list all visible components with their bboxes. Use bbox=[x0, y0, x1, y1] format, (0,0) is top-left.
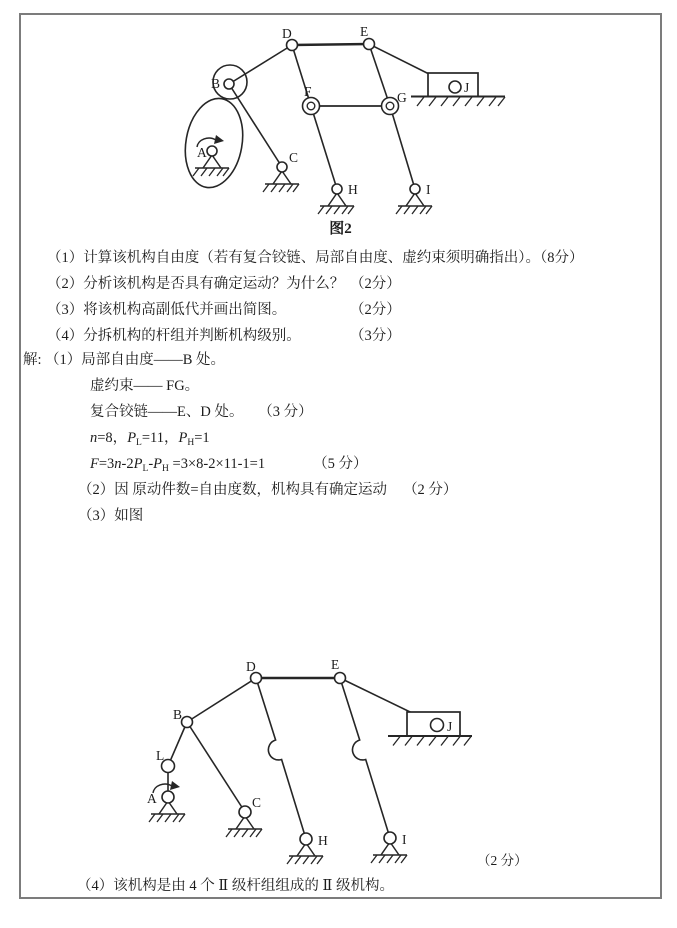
pin-joint2-E bbox=[335, 673, 346, 684]
solution-compound-hinge bbox=[19, 399, 662, 425]
cam-ellipse bbox=[179, 94, 250, 192]
figure-caption: 图2 bbox=[329, 221, 352, 237]
pin-joint2-H bbox=[300, 833, 312, 845]
question-1-score: （8分） bbox=[540, 250, 584, 266]
pin-joint2-I bbox=[384, 832, 396, 844]
questions-block bbox=[19, 245, 662, 349]
pin-joint2-B bbox=[182, 717, 193, 728]
f2-b: -2 bbox=[121, 456, 134, 472]
link-D-E-bar bbox=[292, 44, 369, 45]
question-1 bbox=[19, 245, 662, 271]
pin-joint-A bbox=[207, 146, 217, 156]
link2-B-C bbox=[187, 722, 245, 812]
joint2-label-I: I bbox=[402, 832, 407, 847]
f1-b: =11， bbox=[141, 430, 179, 446]
pin-joint-J bbox=[449, 81, 461, 93]
ground-hatch-J2 bbox=[393, 737, 471, 746]
link2-D-H-with-bump bbox=[256, 678, 306, 839]
pin-joint-C bbox=[277, 162, 287, 172]
sub-H2: H bbox=[162, 464, 169, 474]
solution-formula-counts bbox=[19, 425, 662, 451]
question-4 bbox=[19, 323, 662, 349]
pin-joint-E bbox=[364, 39, 375, 50]
joint2-label-L: L bbox=[156, 748, 165, 763]
solution-part1-head bbox=[19, 347, 662, 373]
joint-label-F: F bbox=[304, 84, 312, 99]
compound-text: 复合铰链——E、D 处。 bbox=[90, 404, 244, 420]
link2-E-I-with-bump bbox=[340, 678, 390, 838]
pin-joint-H bbox=[332, 184, 342, 194]
link-B-C bbox=[229, 84, 282, 167]
pin-joint2-D bbox=[251, 673, 262, 684]
question-3 bbox=[19, 297, 662, 323]
fixed-pivot-C bbox=[263, 171, 299, 192]
f2-d: =3×8-2×11-1=1 bbox=[168, 456, 266, 472]
joint-label-D: D bbox=[282, 26, 292, 41]
joint2-label-D: D bbox=[246, 659, 256, 674]
solution-block bbox=[19, 347, 662, 529]
pin-joint2-C bbox=[239, 806, 251, 818]
joint2-label-J: J bbox=[447, 719, 453, 734]
joint-label-J: J bbox=[464, 80, 470, 95]
solution-virtual-text: 虚约束—— FG。 bbox=[90, 378, 200, 394]
question-4-text: （4）分拆机构的杆组并判断机构级别。 bbox=[47, 328, 301, 344]
joint-label-I: I bbox=[426, 182, 431, 197]
compound-score: （3 分） bbox=[265, 404, 313, 420]
question-1-text: （1）计算该机构自由度（若有复合铰链、局部自由度、虚约束须明确指出）。 bbox=[47, 250, 540, 266]
var-n2: n bbox=[114, 456, 122, 472]
joint2-label-E: E bbox=[331, 657, 340, 672]
joint2-label-B: B bbox=[173, 707, 183, 722]
pin-joint-B bbox=[224, 79, 234, 89]
sub-L2: L bbox=[142, 464, 149, 474]
solution-part3 bbox=[19, 503, 662, 529]
joint-label-G: G bbox=[397, 90, 407, 105]
question-4-score: （3分） bbox=[350, 328, 401, 344]
question-2-score: （2分） bbox=[350, 276, 401, 292]
question-3-score: （2分） bbox=[350, 302, 401, 318]
var-PL: P bbox=[127, 430, 137, 446]
joint-label-C: C bbox=[289, 150, 299, 165]
solution-part2 bbox=[19, 477, 662, 503]
link-F-H bbox=[311, 106, 337, 189]
joint2-label-H: H bbox=[318, 833, 328, 848]
solution-formula-F bbox=[19, 451, 662, 477]
pin-joint-I bbox=[410, 184, 420, 194]
var-n: n bbox=[90, 430, 98, 446]
f1-c: =1 bbox=[194, 430, 210, 446]
fixed-pivot-C2 bbox=[226, 816, 262, 837]
joint-label-A: A bbox=[197, 145, 207, 160]
f2-score: （5 分） bbox=[313, 456, 368, 472]
var-F: F bbox=[90, 456, 99, 472]
var-PH2: P bbox=[153, 456, 163, 472]
solution-label: 解: bbox=[23, 352, 42, 368]
diagram-figure-2 bbox=[0, 14, 677, 216]
sub-H: H bbox=[187, 438, 195, 448]
link2-B-D bbox=[187, 678, 256, 722]
pin-joint2-J bbox=[431, 719, 444, 732]
pin-joint-D bbox=[287, 40, 298, 51]
solution-part2-text bbox=[78, 477, 457, 503]
solution-part1-head-text: （1）局部自由度——B 处。 bbox=[45, 352, 226, 368]
var-PL2: P bbox=[133, 456, 143, 472]
sub-L: L bbox=[136, 438, 142, 448]
part2-text: （2）因 原动件数=自由度数，机构具有确定运动 bbox=[78, 482, 388, 498]
f1-a: =8， bbox=[97, 430, 128, 446]
joint2-label-A: A bbox=[147, 791, 157, 806]
part3-text: （3）如图 bbox=[78, 508, 144, 524]
var-PH: P bbox=[178, 430, 188, 446]
joint-label-H: H bbox=[348, 182, 358, 197]
question-2-text: （2）分析该机构是否具有确定运动？为什么？ bbox=[47, 276, 345, 292]
pin-joint-G-inner bbox=[386, 102, 394, 110]
part2-score: （2 分） bbox=[403, 482, 458, 498]
joint2-label-C: C bbox=[252, 795, 262, 810]
f2-c: - bbox=[148, 456, 154, 472]
link-B-D bbox=[229, 45, 292, 84]
ground-hatch-J bbox=[417, 97, 505, 106]
diagram2-score: （2 分） bbox=[477, 853, 528, 868]
link-G-I bbox=[390, 106, 415, 189]
f2-a: =3 bbox=[98, 456, 115, 472]
question-3-text: （3）将该机构高副低代并画出简图。 bbox=[47, 302, 287, 318]
joint-label-B: B bbox=[211, 76, 221, 91]
solution-virtual-constraint bbox=[19, 373, 662, 399]
diagram-low-pair-substituted bbox=[0, 650, 677, 875]
pin-joint2-A bbox=[162, 791, 174, 803]
solution-compound-text bbox=[90, 399, 313, 425]
joint-label-E: E bbox=[360, 24, 369, 39]
pin-joint-F-inner bbox=[307, 102, 315, 110]
solution-part4: （4）该机构是由 4 个 Ⅱ 级杆组组成的 Ⅱ 级机构。 bbox=[77, 878, 394, 894]
question-2 bbox=[19, 271, 662, 297]
